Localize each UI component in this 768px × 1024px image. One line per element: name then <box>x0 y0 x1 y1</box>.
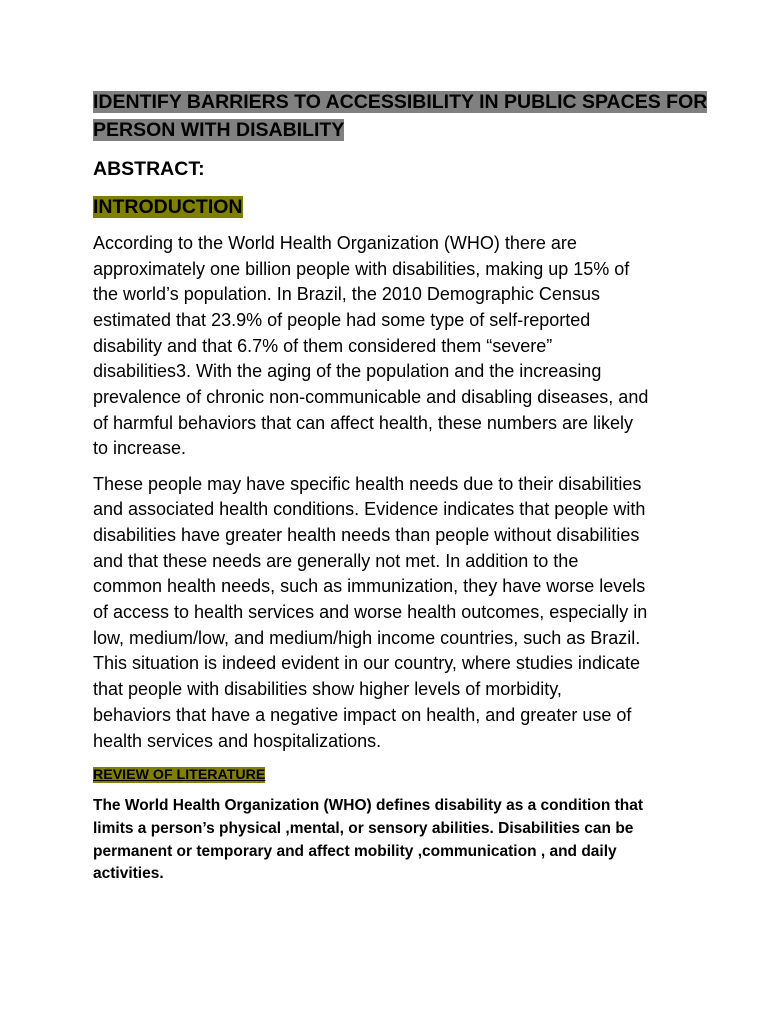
paragraph-line: activities. <box>93 865 164 882</box>
paragraph-line: prevalence of chronic non-communicable and disabling diseases, and <box>93 387 649 407</box>
paragraph-line: the world’s population. In Brazil, the 2010 Demographic Census <box>93 284 600 304</box>
paragraph-line: behaviors that have a negative impact on health, and greater use of <box>93 705 632 725</box>
abstract-heading: ABSTRACT: <box>93 158 205 180</box>
review-of-literature-heading: REVIEW OF LITERATURE <box>93 767 266 783</box>
paragraph-line: common health needs, such as immunization, they have worse levels <box>93 576 646 596</box>
paragraph-line: disability and that 6.7% of them considered them “severe” <box>93 336 553 356</box>
paragraph-line: of harmful behaviors that can affect health, these numbers are likely <box>93 413 633 433</box>
paragraph-line: and that these needs are generally not met. In addition to the <box>93 551 579 571</box>
paragraph-line: disabilities have greater health needs than people without disabilities <box>93 525 640 545</box>
paragraph-line: The World Health Organization (WHO) defines disability as a condition that <box>93 797 644 814</box>
paragraph-line: This situation is indeed evident in our country, where studies indicate <box>93 653 640 673</box>
paragraph-line: disabilities3. With the aging of the population and the increasing <box>93 361 602 381</box>
paragraph-line: These people may have specific health needs due to their disabilities <box>93 474 642 494</box>
paragraph-line: permanent or temporary and affect mobility ,communication , and daily <box>93 843 617 860</box>
paragraph-line: to increase. <box>93 438 187 458</box>
paragraph-line: limits a person’s physical ,mental, or sensory abilities. Disabilities can be <box>93 820 634 837</box>
paragraph-line: estimated that 23.9% of people had some type of self-reported <box>93 310 591 330</box>
introduction-heading: INTRODUCTION <box>93 196 243 218</box>
title-line: IDENTIFY BARRIERS TO ACCESSIBILITY IN PUBLIC SPACES FOR <box>93 91 708 113</box>
paragraph-line: low, medium/low, and medium/high income countries, such as Brazil. <box>93 628 641 648</box>
paragraph-line: that people with disabilities show higher levels of morbidity, <box>93 679 562 699</box>
paragraph-line: health services and hospitalizations. <box>93 731 382 751</box>
paragraph-line: According to the World Health Organization (WHO) there are <box>93 233 577 253</box>
paragraph-line: approximately one billion people with disabilities, making up 15% of <box>93 259 630 279</box>
title-line: PERSON WITH DISABILITY <box>93 119 345 141</box>
paragraph-line: of access to health services and worse health outcomes, especially in <box>93 602 648 622</box>
paragraph-line: and associated health conditions. Evidence indicates that people with <box>93 499 646 519</box>
